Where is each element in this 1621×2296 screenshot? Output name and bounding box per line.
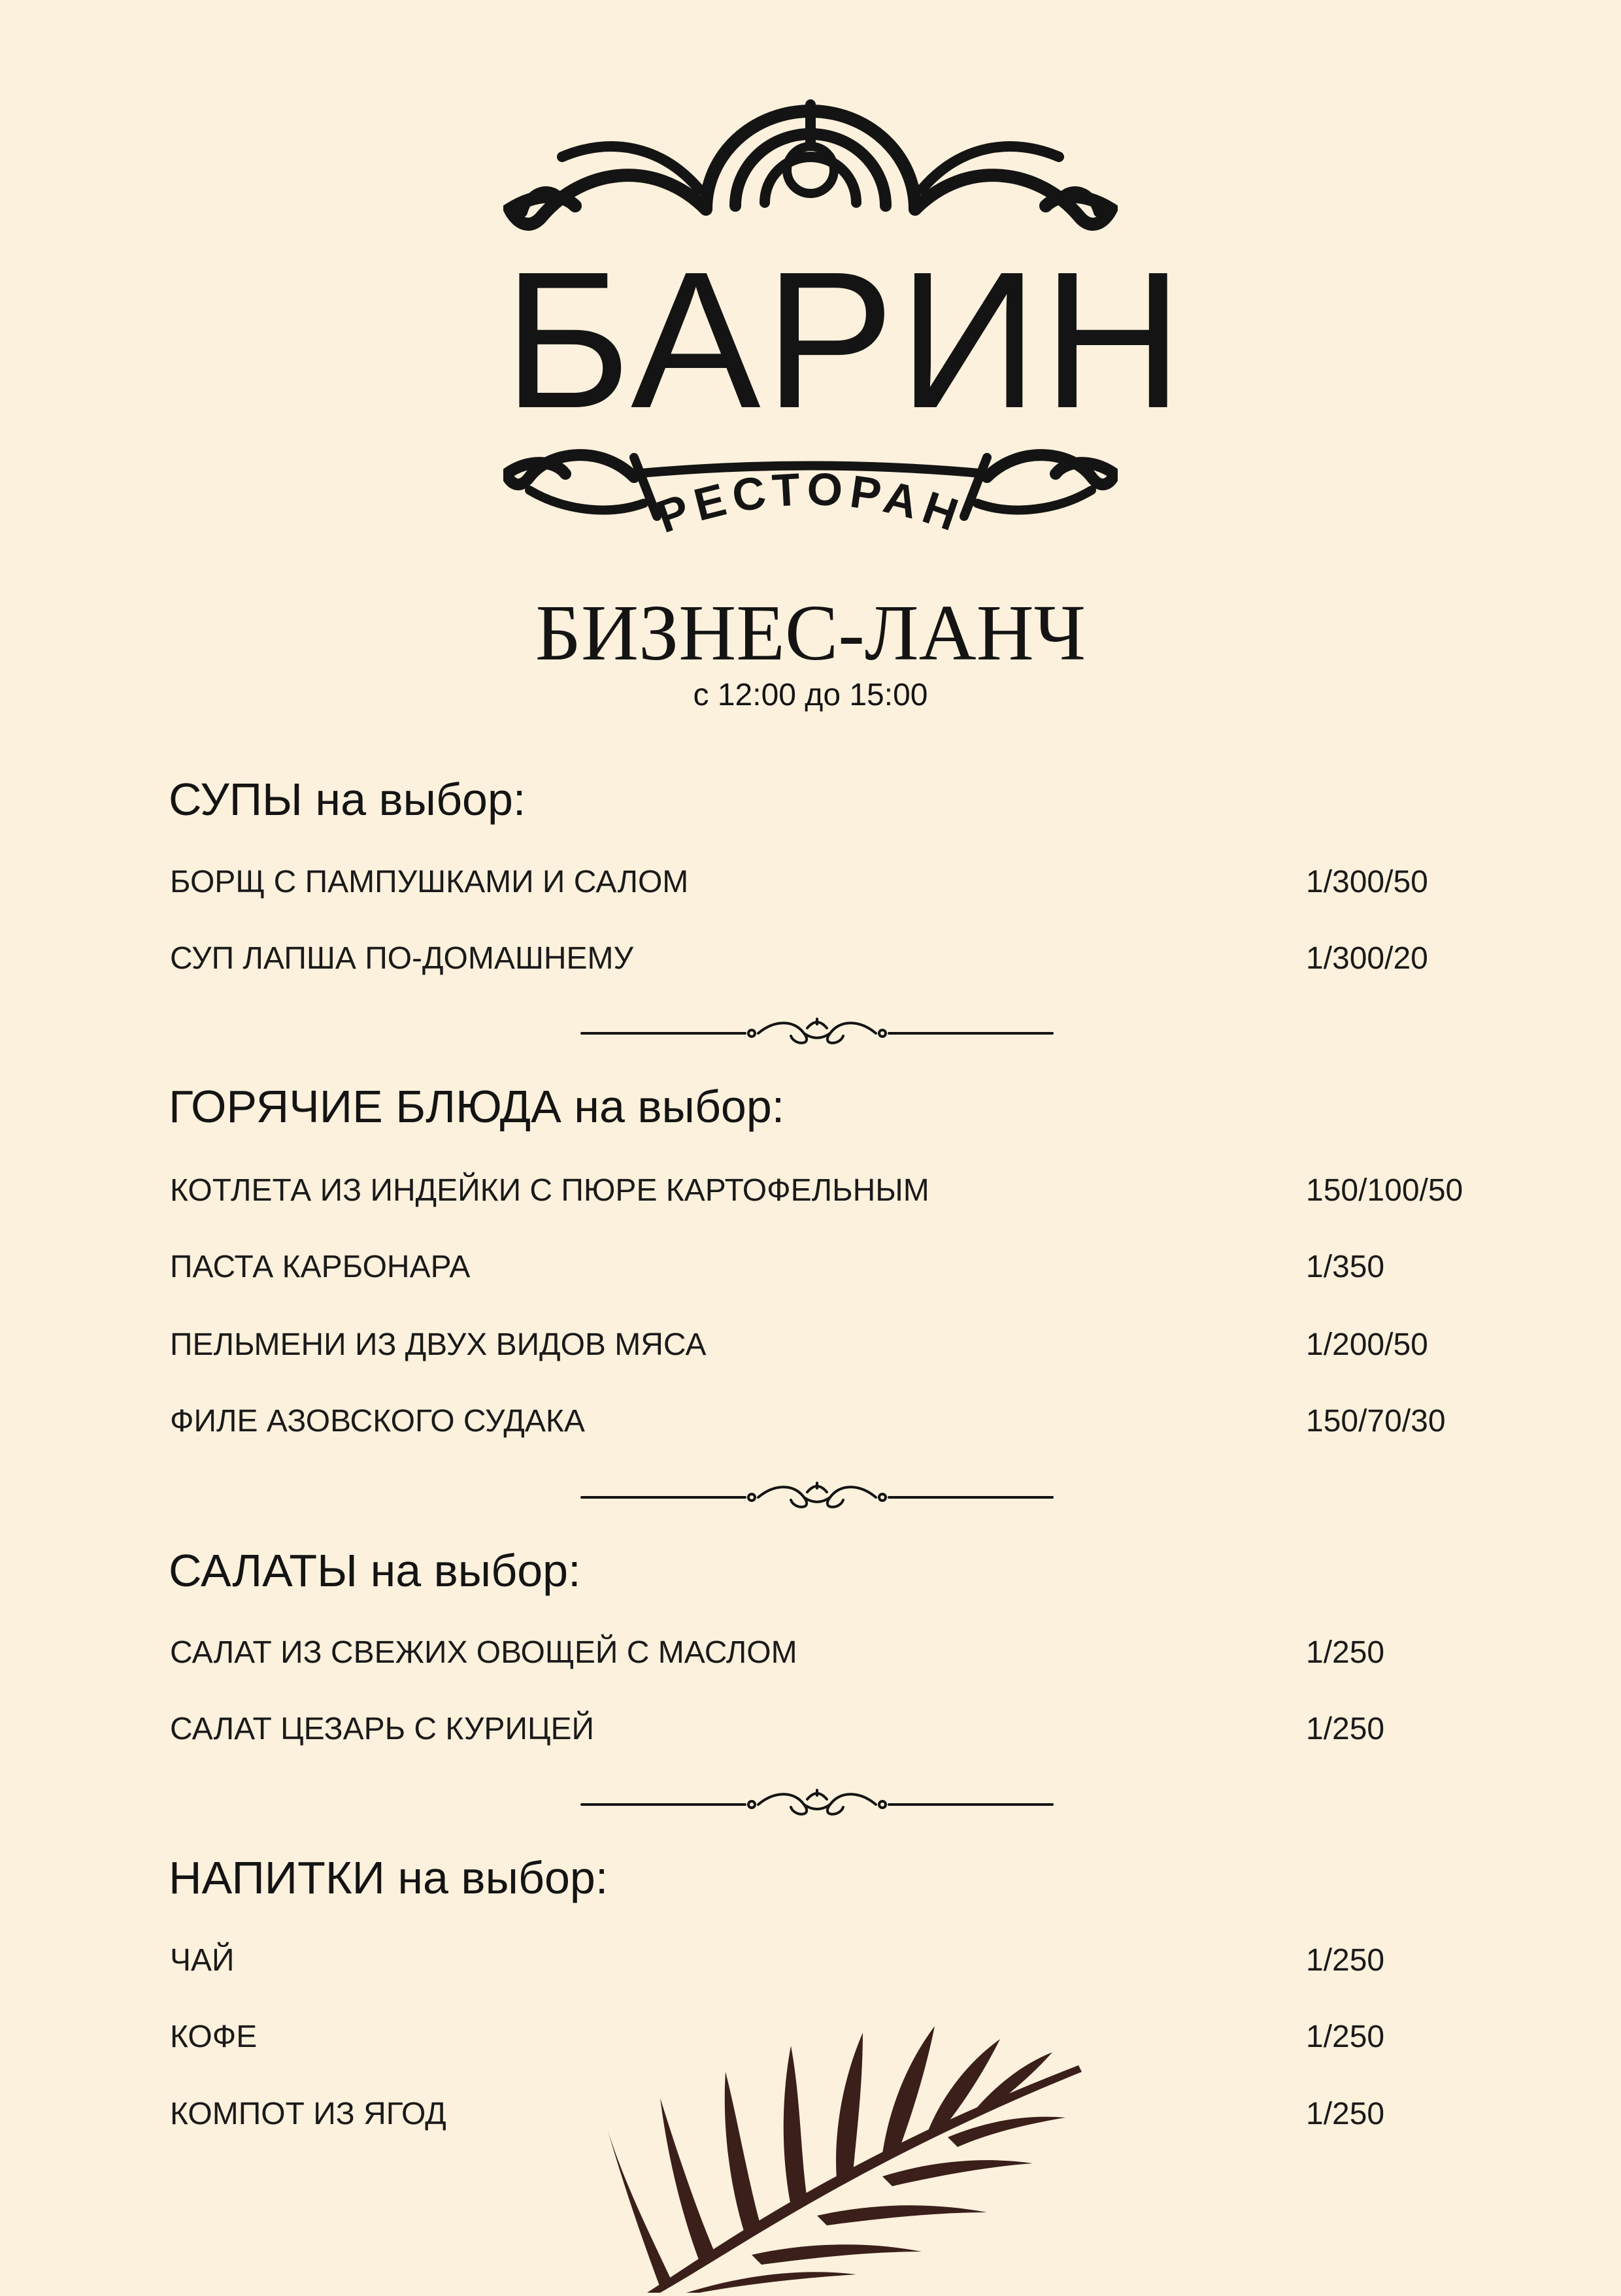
section-title-salads: САЛАТЫ на выбор: [169,1545,581,1596]
menu-item-weight: 150/70/30 [1306,1404,1446,1439]
menu-item: САЛАТ ИЗ СВЕЖИХ ОВОЩЕЙ С МАСЛОМ [170,1635,797,1670]
menu-item: КОФЕ [170,2020,258,2054]
menu-item: ПАСТА КАРБОНАРА [170,1250,471,1284]
palm-leaf-icon [595,2026,1092,2293]
section-title-drinks: НАПИТКИ на выбор: [169,1852,609,1903]
menu-item-weight: 1/250 [1306,2097,1385,2131]
ornament-divider [578,1480,1056,1513]
flourish-icon [578,1016,1056,1049]
menu-item-weight: 1/350 [1306,1250,1385,1284]
restaurant-subtitle: РЕСТОРАН [650,463,971,542]
menu-item-weight: 1/300/20 [1306,941,1428,976]
menu-item: КОМПОТ ИЗ ЯГОД [170,2097,446,2131]
menu-title: БИЗНЕС-ЛАНЧ [535,589,1086,677]
menu-item: КОТЛЕТА ИЗ ИНДЕЙКИ С ПЮРЕ КАРТОФЕЛЬНЫМ [170,1173,929,1208]
menu-item-weight: 1/250 [1306,1943,1385,1978]
menu-item-weight: 1/250 [1306,1635,1385,1670]
menu-item-weight: 1/250 [1306,2020,1385,2054]
flourish-icon [578,1788,1056,1820]
menu-item-weight: 1/300/50 [1306,865,1428,899]
menu-item: БОРЩ С ПАМПУШКАМИ И САЛОМ [170,865,689,899]
menu-item-weight: 1/200/50 [1306,1327,1428,1362]
restaurant-logo [503,59,1187,542]
menu-item: ФИЛЕ АЗОВСКОГО СУДАКА [170,1404,585,1439]
menu-item: САЛАТ ЦЕЗАРЬ С КУРИЦЕЙ [170,1712,594,1746]
restaurant-name: БАРИН [503,231,1187,449]
svg-text:РЕСТОРАН [650,463,971,542]
ornament-divider [578,1788,1056,1820]
menu-item: ЧАЙ [170,1943,235,1978]
ornament-divider [578,1016,1056,1049]
logo-subtitle-arc [503,59,1187,542]
palm-leaf-decoration [595,2026,1092,2293]
menu-hours: с 12:00 до 15:00 [693,678,928,712]
section-title-hot-dishes: ГОРЯЧИЕ БЛЮДА на выбор: [169,1081,785,1132]
menu-item-weight: 1/250 [1306,1712,1385,1746]
section-title-soups: СУПЫ на выбор: [169,774,526,825]
menu-item: СУП ЛАПША ПО-ДОМАШНЕМУ [170,941,634,976]
menu-item-weight: 150/100/50 [1306,1173,1463,1208]
menu-item: ПЕЛЬМЕНИ ИЗ ДВУХ ВИДОВ МЯСА [170,1327,707,1362]
flourish-icon [578,1480,1056,1513]
